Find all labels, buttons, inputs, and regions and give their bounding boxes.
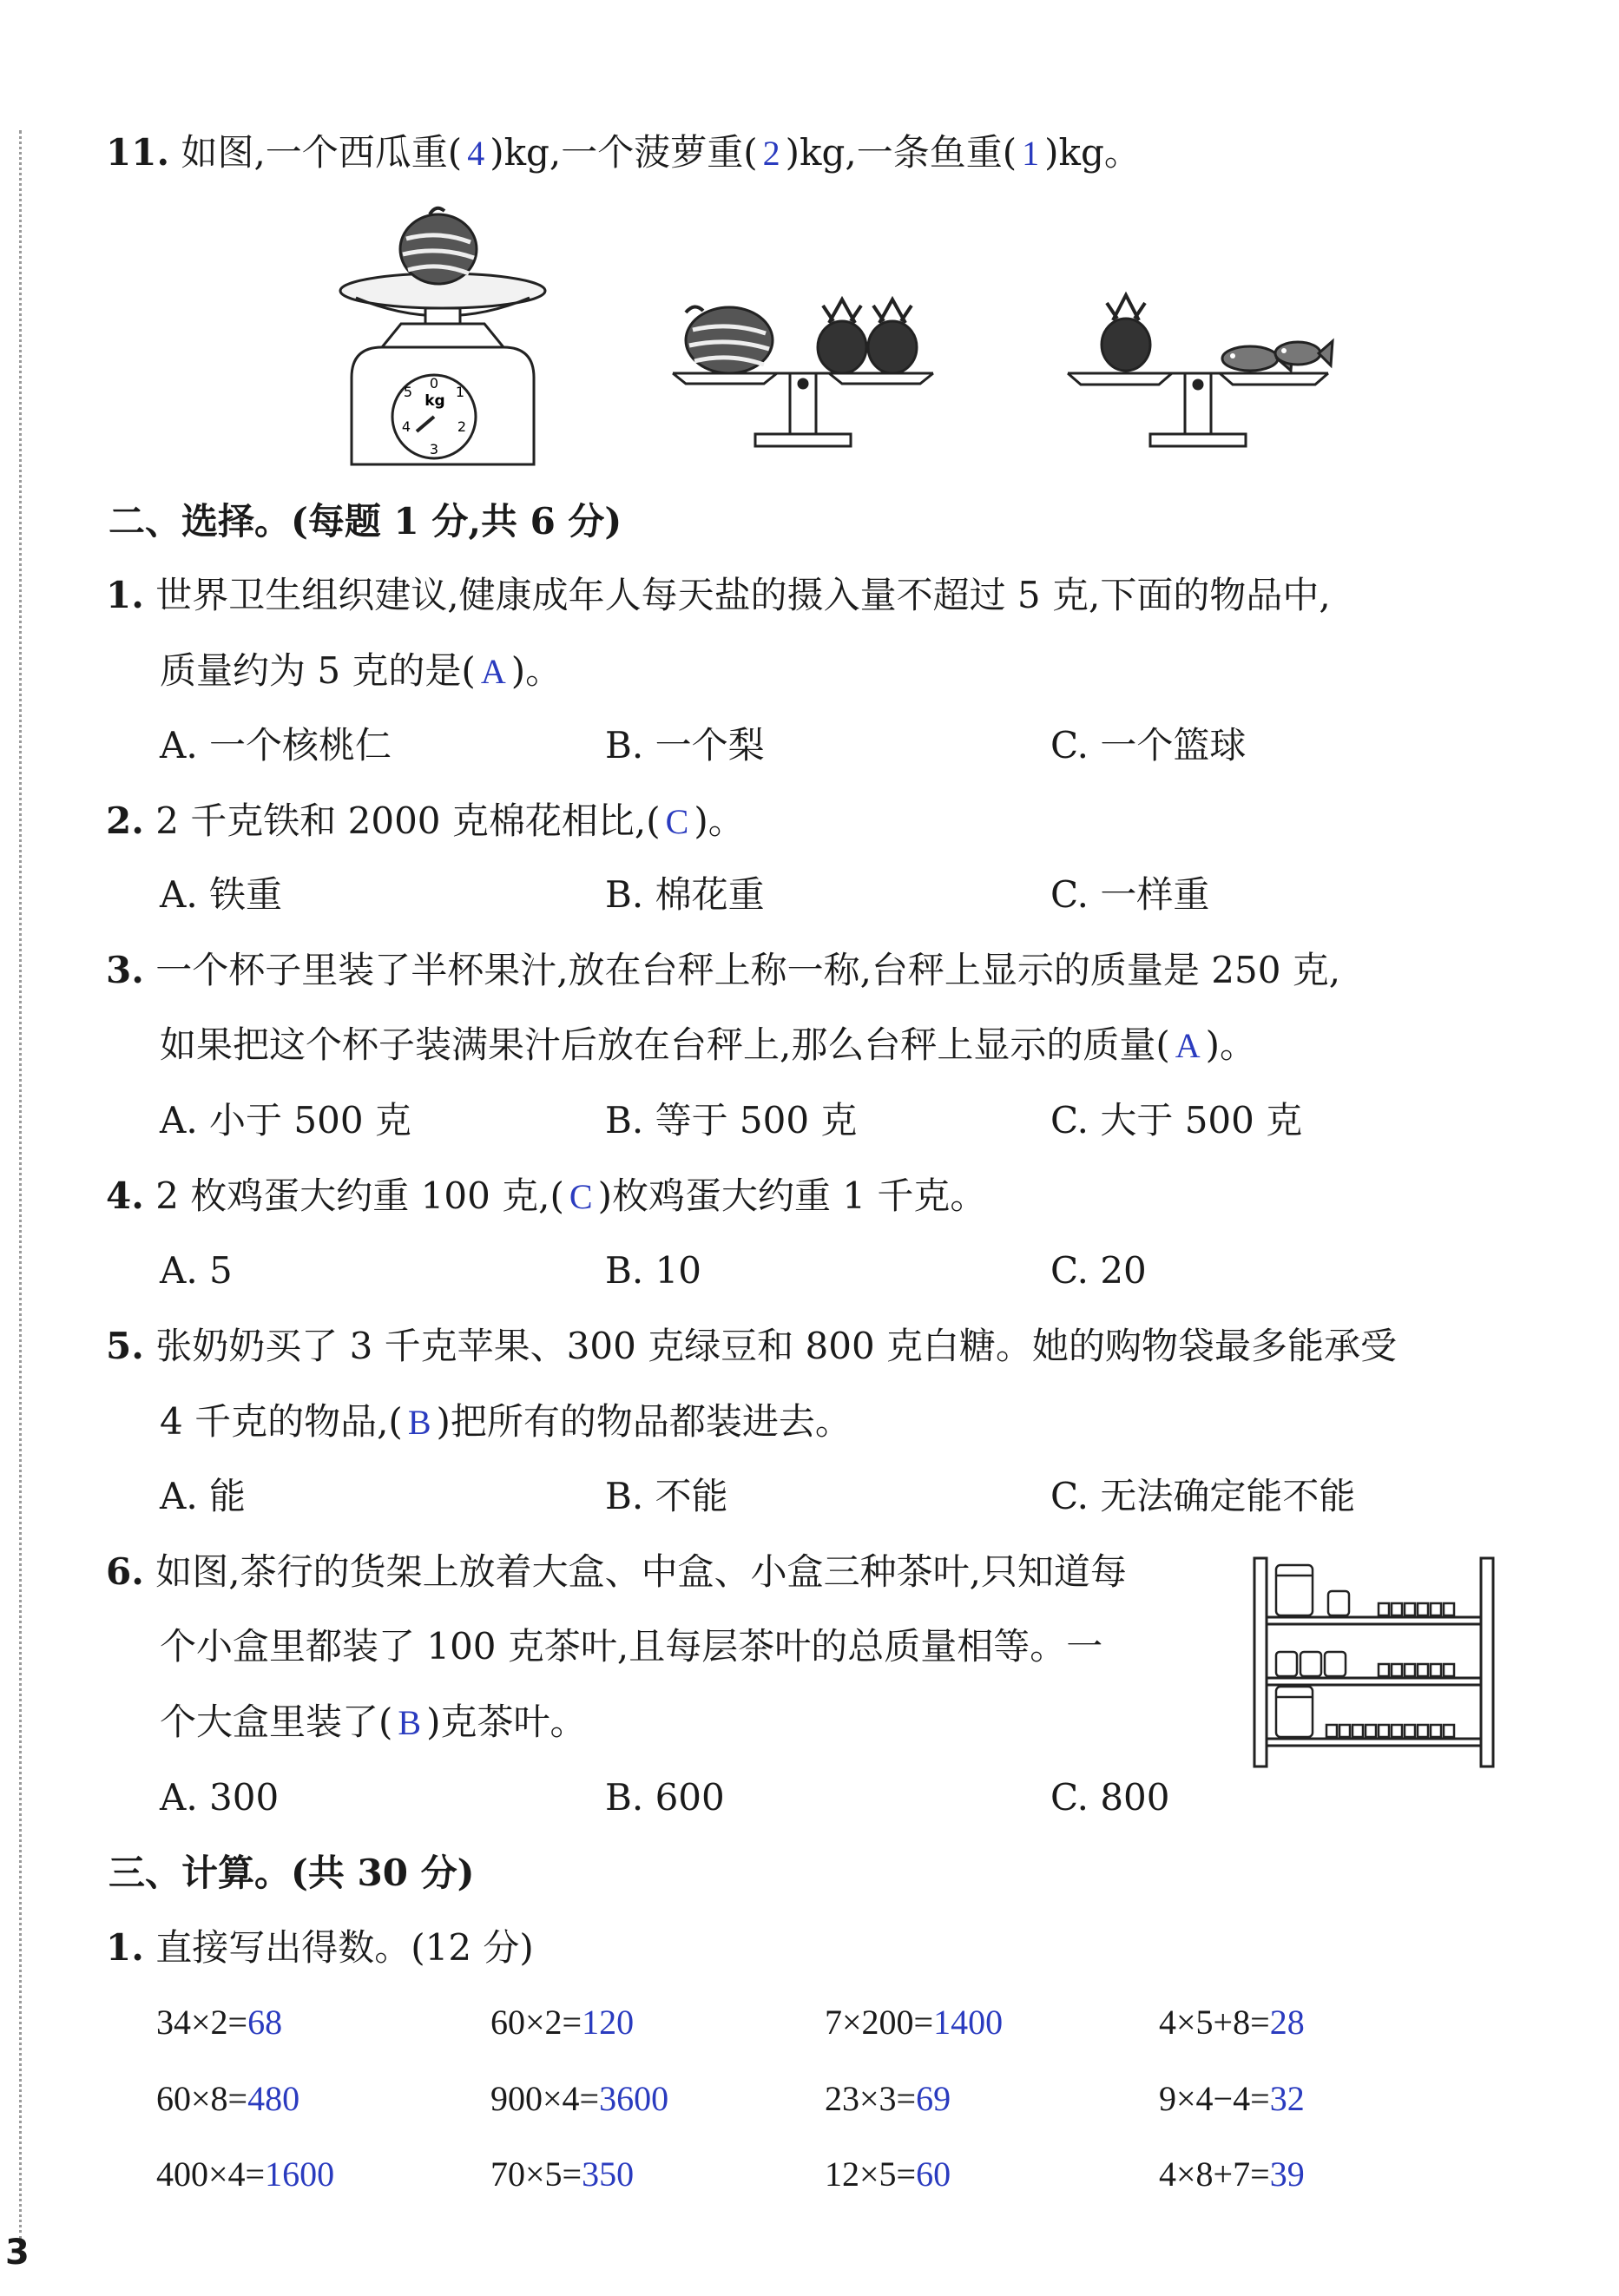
answer: C xyxy=(569,1177,593,1216)
question-5-line-1 xyxy=(106,1325,1398,1367)
question-2 xyxy=(106,799,745,842)
tea-boxes xyxy=(1276,1565,1454,1737)
result: 32 xyxy=(1269,2079,1305,2118)
question-11 xyxy=(106,131,1141,174)
expression: 400×4= xyxy=(156,2155,266,2194)
watermelon-icon xyxy=(686,306,773,373)
question-text: )克茶叶。 xyxy=(426,1701,587,1743)
option-c: C. 800 xyxy=(1050,1776,1170,1819)
section-title-choice: 二、选择。(每题 1 分,共 6 分) xyxy=(109,500,622,543)
option-c: C. 大于 500 克 xyxy=(1050,1099,1303,1141)
dial-unit-label: kg xyxy=(424,392,445,410)
dial-number: 2 xyxy=(457,418,467,435)
result: 1600 xyxy=(265,2155,335,2194)
option-a: A. 铁重 xyxy=(160,873,283,916)
expression: 70×5= xyxy=(490,2155,582,2194)
expression: 4×8+7= xyxy=(1159,2155,1270,2194)
question-text: 一个杯子里装了半杯果汁,放在台秤上称一称,台秤上显示的质量是 250 克, xyxy=(155,949,1341,991)
question-number: 1. xyxy=(106,574,144,616)
section-title-calc: 三、计算。(共 30 分) xyxy=(109,1852,475,1894)
question-text: 4 千克的物品,( xyxy=(160,1400,403,1443)
calc-item xyxy=(825,2157,951,2192)
result: 39 xyxy=(1269,2155,1305,2194)
answer: A xyxy=(480,652,506,691)
question-text: )kg。 xyxy=(1044,131,1141,174)
expression: 12×5= xyxy=(825,2155,917,2194)
question-6-line-2 xyxy=(160,1625,1103,1668)
question-text: )。 xyxy=(694,799,745,842)
dial-number: 3 xyxy=(429,441,439,457)
dial-number: 4 xyxy=(401,418,411,435)
question-number: 3. xyxy=(106,949,144,991)
question-text: )把所有的物品都装进去。 xyxy=(436,1400,852,1443)
question-text: 个大盒里装了( xyxy=(160,1701,393,1743)
option-c: C. 20 xyxy=(1050,1249,1147,1292)
tea-shelf-figure xyxy=(1250,1549,1497,1771)
question-number: 2. xyxy=(106,799,144,842)
question-1-line-1 xyxy=(106,574,1331,616)
question-number: 5. xyxy=(106,1325,144,1367)
question-6-line-1 xyxy=(106,1550,1127,1593)
pineapple-icon xyxy=(818,299,866,373)
dial-number: 5 xyxy=(403,384,413,400)
calc-item xyxy=(1159,2079,1305,2118)
fish-icon xyxy=(1275,341,1333,365)
question-text: 质量约为 5 克的是( xyxy=(160,649,476,692)
balance-watermelon-pineapples xyxy=(668,286,946,456)
result: 120 xyxy=(582,2003,635,2042)
result: 69 xyxy=(916,2079,951,2118)
dial-number: 1 xyxy=(455,384,465,400)
expression: 60×2= xyxy=(490,2003,582,2042)
question-text: 如图,一个西瓜重( xyxy=(181,131,463,174)
question-text: )kg,一条鱼重( xyxy=(785,131,1017,174)
calc-item xyxy=(156,2005,282,2040)
result: 68 xyxy=(247,2003,283,2042)
option-c: C. 一样重 xyxy=(1050,873,1210,916)
expression: 9×4−4= xyxy=(1159,2079,1270,2118)
result: 3600 xyxy=(599,2079,669,2118)
option-b: B. 一个梨 xyxy=(605,724,765,766)
calc-item xyxy=(825,2079,951,2118)
question-6-line-3 xyxy=(160,1701,587,1743)
answer-watermelon: 4 xyxy=(467,134,485,173)
expression: 4×5+8= xyxy=(1159,2003,1270,2042)
result: 350 xyxy=(582,2155,635,2194)
question-text: )枚鸡蛋大约重 1 千克。 xyxy=(597,1174,987,1217)
option-a: A. 一个核桃仁 xyxy=(160,724,392,766)
question-text: 如果把这个杯子装满果汁后放在台秤上,那么台秤上显示的质量( xyxy=(160,1023,1170,1066)
question-number: 1. xyxy=(106,1926,144,1969)
balance-pineapple-fish xyxy=(1063,291,1341,456)
answer: C xyxy=(665,802,689,841)
expression: 7×200= xyxy=(825,2003,934,2042)
question-text: 张奶奶买了 3 千克苹果、300 克绿豆和 800 克白糖。她的购物袋最多能承受 xyxy=(155,1325,1398,1367)
calc-item xyxy=(156,2157,334,2192)
question-number: 6. xyxy=(106,1550,144,1593)
dial-number: 0 xyxy=(429,375,439,391)
calc-item xyxy=(1159,2157,1305,2192)
question-text: 个小盒里都装了 100 克茶叶,且每层茶叶的总质量相等。一 xyxy=(160,1625,1103,1668)
option-b: B. 不能 xyxy=(605,1475,728,1517)
question-number: 11. xyxy=(106,131,170,174)
answer: A xyxy=(1175,1026,1201,1065)
binding-margin-line xyxy=(19,130,22,2240)
result: 1400 xyxy=(933,2003,1004,2042)
result: 28 xyxy=(1269,2003,1305,2042)
question-3-line-1 xyxy=(106,949,1341,991)
question-5-line-2 xyxy=(160,1400,852,1443)
pineapple-icon xyxy=(868,299,917,373)
calc-item xyxy=(490,2005,634,2040)
question-text: 世界卫生组织建议,健康成年人每天盐的摄入量不超过 5 克,下面的物品中, xyxy=(155,574,1331,616)
question-text: )。 xyxy=(510,649,563,692)
calc-item xyxy=(825,2005,1003,2040)
result: 480 xyxy=(247,2079,300,2118)
calc-item xyxy=(490,2079,669,2118)
question-text: 2 枚鸡蛋大约重 100 克,( xyxy=(155,1174,564,1217)
kitchen-scale-figure xyxy=(330,204,556,469)
option-a: A. 5 xyxy=(160,1249,233,1292)
option-a: A. 能 xyxy=(160,1475,247,1517)
calc-question-1 xyxy=(106,1926,534,1969)
question-1-line-2 xyxy=(160,649,563,692)
expression: 900×4= xyxy=(490,2079,600,2118)
question-4 xyxy=(106,1174,987,1217)
calc-item xyxy=(156,2079,300,2118)
watermelon-icon xyxy=(400,208,477,284)
question-number: 4. xyxy=(106,1174,144,1217)
option-b: B. 棉花重 xyxy=(605,873,765,916)
answer-fish: 1 xyxy=(1022,134,1040,173)
calc-item xyxy=(1159,2005,1305,2040)
option-c: C. 一个篮球 xyxy=(1050,724,1247,766)
question-3-line-2 xyxy=(160,1023,1257,1066)
option-c: C. 无法确定能不能 xyxy=(1050,1475,1356,1517)
expression: 60×8= xyxy=(156,2079,248,2118)
answer: B xyxy=(407,1403,431,1442)
option-a: A. 300 xyxy=(160,1776,280,1819)
option-b: B. 10 xyxy=(605,1249,702,1292)
expression: 23×3= xyxy=(825,2079,917,2118)
question-text: )kg,一个菠萝重( xyxy=(490,131,758,174)
answer-pineapple: 2 xyxy=(762,134,780,173)
answer: B xyxy=(398,1703,422,1742)
pineapple-icon xyxy=(1102,295,1150,371)
calc-item xyxy=(490,2157,634,2192)
question-text: 直接写出得数。(12 分) xyxy=(155,1926,534,1969)
option-b: B. 600 xyxy=(605,1776,725,1819)
expression: 34×2= xyxy=(156,2003,248,2042)
question-text: )。 xyxy=(1205,1023,1257,1066)
option-b: B. 等于 500 克 xyxy=(605,1099,858,1141)
page-number: 3 xyxy=(5,2233,30,2273)
option-a: A. 小于 500 克 xyxy=(160,1099,411,1141)
question-text: 2 千克铁和 2000 克棉花相比,( xyxy=(155,799,661,842)
question-text: 如图,茶行的货架上放着大盒、中盒、小盒三种茶叶,只知道每 xyxy=(155,1550,1127,1593)
result: 60 xyxy=(916,2155,951,2194)
